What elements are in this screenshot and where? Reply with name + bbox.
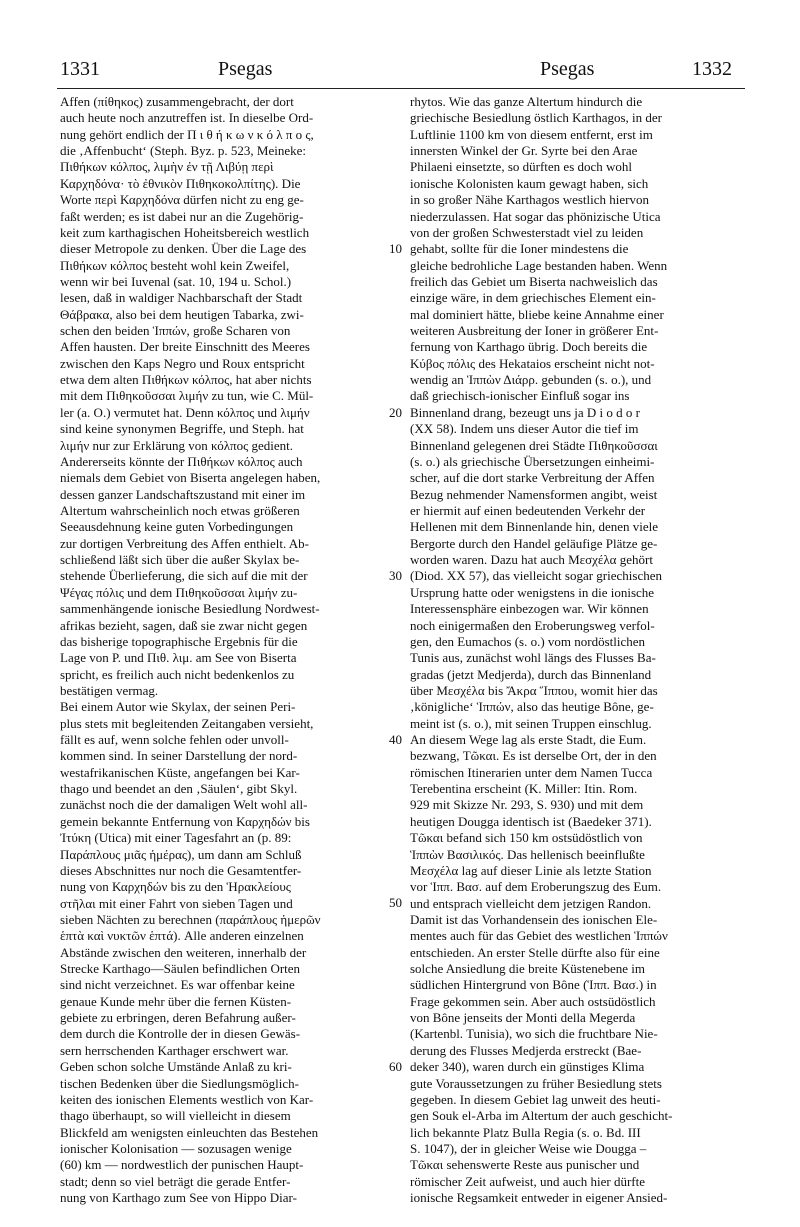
page-number-left: 1331 bbox=[60, 58, 100, 80]
text-line: und entsprach vielleicht dem jetzigen Randon. bbox=[410, 895, 652, 911]
text-line: heutigen Dougga identisch ist (Baedeker 371). bbox=[410, 813, 652, 829]
text-line: Κύβος πόλις des Hekataios erscheint nicht not- bbox=[410, 355, 655, 371]
text-line: wenn wir bei Iuvenal (sat. 10, 194 u. Schol.) bbox=[60, 273, 292, 289]
text-line: von der großen Schwesterstadt viel zu leiden bbox=[410, 224, 644, 240]
text-line: sind keine synonymen Begriffe, und Steph. hat bbox=[60, 421, 304, 437]
text-line: thago und beendet an den ‚Säulen‘, gibt Skyl. bbox=[60, 781, 298, 797]
text-line: Strecke Karthago—Säulen befindlichen Orten bbox=[60, 961, 301, 977]
text-line: Bergorte durch den Handel geläufige Plätze ge- bbox=[410, 535, 658, 551]
line-number: 30 bbox=[389, 568, 402, 583]
text-line: ἑπτὰ καὶ νυκτῶν ἑπτά). Alle anderen einzelnen bbox=[60, 928, 304, 944]
text-line: (s. o.) als griechische Übersetzungen einheimi- bbox=[410, 453, 655, 469]
text-line: wendig an Ἱππὼν Διάρρ. gebunden (s. o.), und bbox=[410, 372, 652, 388]
text-line: Abstände zwischen den weiteren, innerhalb der bbox=[60, 944, 307, 960]
text-line: südlichen Hintergrund von Bône (Ἱππ. Βασ.) in bbox=[410, 977, 657, 993]
page-number-right: 1332 bbox=[692, 58, 732, 80]
line-number: 60 bbox=[389, 1059, 402, 1074]
text-line: gegeben. In diesem Gebiet lag unweit des heuti- bbox=[410, 1091, 661, 1107]
text-line: nung von Karthago zum See von Hippo Diar- bbox=[60, 1190, 297, 1206]
text-line: scher, auf die dort starke Verbreitung der Affen bbox=[410, 470, 655, 486]
text-line: στῆλαι mit einer Fahrt von sieben Tagen und bbox=[60, 895, 293, 911]
text-line: sammenhängende ionische Besiedlung Nordwest- bbox=[60, 601, 320, 617]
text-line: Καρχηδόνα· τὸ ἐθνικὸν Πιθηκοκολπίτης). Die bbox=[60, 175, 301, 191]
text-line: Ursprung hatte oder wenigstens in die ionische bbox=[410, 584, 655, 600]
text-line: lich bekannte Platz Bulla Regia (s. o. Bd. III bbox=[410, 1124, 641, 1140]
text-line: Bei einem Autor wie Skylax, der seinen Peri- bbox=[60, 699, 296, 715]
header-rule bbox=[57, 88, 745, 89]
text-line: zunächst noch die der damaligen Welt wohl all- bbox=[60, 797, 308, 813]
text-line: weiteren Ausbreitung der Ioner in größerer Ent- bbox=[410, 323, 659, 339]
text-line: Παράπλους μιᾶς ἡμέρας), um dann am Schluß bbox=[60, 846, 302, 862]
text-line: Luftlinie 1100 km von diesem entfernt, erst im bbox=[410, 126, 653, 142]
text-line: Τῶκαι befand sich 150 km ostsüdöstlich von bbox=[410, 830, 643, 846]
text-line: etwa dem alten Πιθήκων κόλπος, hat aber nichts bbox=[60, 372, 312, 388]
text-line: genaue Kunde mehr über die fernen Küsten- bbox=[60, 993, 292, 1009]
text-line: stehende Überlieferung, die sich auf die mit der bbox=[60, 568, 308, 584]
text-line: dem durch die Kontrolle der in diesen Gewäs- bbox=[60, 1026, 301, 1042]
text-line: griechische Besiedlung östlich Karthagos, in der bbox=[410, 110, 662, 126]
text-line: fällt es auf, wenn solche fehlen oder unvoll- bbox=[60, 732, 289, 748]
text-line: römischen Itinerarien unter dem Namen Tucca bbox=[410, 764, 653, 780]
text-line: Affen (πίθηκος) zusammengebracht, der dort bbox=[60, 94, 294, 109]
text-line: afrikas bezieht, sagen, daß sie zwar nicht gegen bbox=[60, 617, 308, 633]
text-line: Seeausdehnung keine guten Vorbedingungen bbox=[60, 519, 294, 535]
text-line: sieben Nächten zu berechnen (παράπλους ἡμερῶν bbox=[60, 911, 321, 927]
text-line: Frage gekommen sein. Aber auch ostsüdöstlich bbox=[410, 993, 656, 1009]
running-title-right: Psegas bbox=[540, 58, 595, 80]
text-line: keit zum karthagischen Hoheitsbereich westlich bbox=[60, 224, 310, 240]
left-column bbox=[60, 94, 392, 1206]
text-line: er hiermit auf einen bedeutenden Verkehr der bbox=[410, 502, 646, 518]
text-line: mit dem Πιθηκοῦσσαι λιμήν zu tun, wie C. Mül- bbox=[60, 388, 314, 404]
text-line: zur dortigen Verbreitung des Affen enthielt. Ab- bbox=[60, 535, 309, 551]
text-line: freilich das Gebiet um Biserta nachweislich das bbox=[410, 273, 658, 289]
text-line: Philaeni einsetzte, so dürften es doch wohl bbox=[410, 159, 633, 175]
text-line: fernung von Karthago übrig. Doch bereits die bbox=[410, 339, 648, 355]
text-line: nung gehört endlich der Π ι θ ή κ ω ν κ ό λ π ο ς, bbox=[60, 126, 314, 142]
text-line: rhytos. Wie das ganze Altertum hindurch die bbox=[410, 94, 643, 109]
text-line: Affen hausten. Der breite Einschnitt des Meeres bbox=[60, 339, 310, 355]
text-line: Lage von P. und Πιθ. λιμ. am See von Biserta bbox=[60, 650, 297, 666]
text-line: Ἱππὼν Βασιλικός. Das hellenisch beeinflußte bbox=[410, 846, 645, 862]
text-line: 929 mit Skizze Nr. 293, S. 930) und mit dem bbox=[410, 797, 644, 813]
text-line: Bezug nehmender Namensformen angibt, weist bbox=[410, 486, 658, 502]
text-line: römischer Zeit aufweist, und auch hier dürfte bbox=[410, 1173, 645, 1189]
text-line: thago überhaupt, so will vielleicht in diesem bbox=[60, 1108, 291, 1124]
text-line: vor Ἱππ. Βασ. auf dem Eroberungszug des Eum. bbox=[410, 879, 662, 895]
text-line: Damit ist das Vorhandensein des ionischen Ele- bbox=[410, 911, 658, 927]
text-line: An diesem Wege lag als erste Stadt, die Eum. bbox=[410, 732, 647, 748]
text-line: niederzulassen. Hat sogar das phönizische Utica bbox=[410, 208, 661, 224]
text-line: Binnenland drang, bezeugt uns ja D i o d o r bbox=[410, 404, 640, 420]
text-line: schen den beiden Ἱππών, große Scharen von bbox=[60, 323, 291, 339]
text-line: Binnenland gelegenen drei Städte Πιθηκοῦσσαι bbox=[410, 437, 658, 453]
text-line: sern herrschenden Karthager erschwert war. bbox=[60, 1042, 289, 1058]
text-line: plus stets mit begleitenden Zeitangaben versieht, bbox=[60, 715, 314, 731]
text-line: Πιθήκων κόλπος besteht wohl kein Zweifel, bbox=[60, 257, 290, 273]
line-number: 20 bbox=[389, 405, 402, 420]
text-line: dieser Metropole zu denken. Über die Lage des bbox=[60, 241, 307, 257]
text-line: faßt werden; es ist dabei nur an die Zugehörig- bbox=[60, 208, 304, 224]
text-line: schließend läßt sich über die außer Skylax be- bbox=[60, 552, 300, 568]
text-line: deker 340), waren durch ein günstiges Klima bbox=[410, 1059, 645, 1075]
line-number: 10 bbox=[389, 241, 402, 256]
text-line: Μεσχέλα lag auf dieser Linie als letzte Station bbox=[410, 862, 652, 878]
text-line: kommen sind. In seiner Darstellung der nord- bbox=[60, 748, 298, 764]
text-line: in so großer Nähe Karthagos westlich hiervon bbox=[410, 192, 649, 208]
text-line: bestätigen vermag. bbox=[60, 682, 159, 698]
text-line: (XX 58). Indem uns dieser Autor die tief im bbox=[410, 421, 639, 437]
text-line: noch einigermaßen den Eroberungsweg verfol- bbox=[410, 617, 655, 633]
text-line: gemein bekannte Entfernung von Καρχηδών bis bbox=[60, 813, 310, 829]
text-line: gehabt, sollte für die Ioner mindestens die bbox=[410, 241, 629, 257]
text-line: derung des Flusses Medjerda erstreckt (Bae- bbox=[410, 1042, 642, 1058]
text-line: gen Souk el-Arba im Altertum der auch geschicht- bbox=[410, 1108, 673, 1124]
text-line: meint ist (s. o.), mit seinen Truppen einschlug. bbox=[410, 715, 652, 731]
text-line: niemals dem Gebiet von Biserta angelegen haben, bbox=[60, 470, 321, 486]
text-line: mentes auch für das Gebiet des westlichen Ἱππών bbox=[410, 928, 668, 944]
text-line: bezwang, Τῶκαι. Es ist derselbe Ort, der in den bbox=[410, 748, 657, 764]
text-line: dessen ganzer Landschaftszustand mit einer im bbox=[60, 486, 306, 502]
line-number: 40 bbox=[389, 732, 402, 747]
text-line: Blickfeld am wenigsten einleuchten das Bestehen bbox=[60, 1124, 319, 1140]
text-line: Tunis aus, zunächst wohl längs des Flusses Ba- bbox=[410, 650, 656, 666]
text-line: Θάβρακα, also bei dem heutigen Tabarka, zwi- bbox=[60, 306, 304, 322]
text-line: S. 1047), der in gleicher Weise wie Dougga – bbox=[410, 1141, 647, 1156]
right-column bbox=[410, 94, 742, 1206]
text-line: Terebentina erscheint (K. Miller: Itin. Rom. bbox=[410, 781, 638, 797]
line-number: 50 bbox=[389, 895, 402, 910]
text-line: Τῶκαι sehenswerte Reste aus punischer und bbox=[410, 1157, 640, 1173]
text-line: keiten des ionischen Elements westlich von Kar- bbox=[60, 1091, 314, 1107]
text-line: westafrikanischen Küste, angefangen bei Kar- bbox=[60, 764, 300, 780]
text-line: ionischer Kolonisation — sozusagen wenige bbox=[60, 1141, 292, 1156]
text-line: das bisherige topographische Ergebnis für die bbox=[60, 633, 298, 649]
text-line: tischen Bedenken über die Siedlungsmöglich- bbox=[60, 1075, 300, 1091]
text-line: (Kartenbl. Tunisia), wo sich die fruchtbare Nie- bbox=[410, 1026, 658, 1042]
text-line: Worte περὶ Καρχηδόνα dürfen nicht zu eng ge- bbox=[60, 192, 304, 208]
text-line: Andererseits könnte der Πιθήκων κόλπος auch bbox=[60, 453, 303, 469]
text-line: gradas (jetzt Medjerda), durch das Binnenland bbox=[410, 666, 652, 682]
text-line: Altertum wahrscheinlich noch etwas größeren bbox=[60, 502, 300, 518]
text-line: Ψέγας πόλις und dem Πιθηκοῦσσαι λιμήν zu- bbox=[60, 584, 298, 600]
text-line: gleiche bedrohliche Lage bestanden haben. Wenn bbox=[410, 257, 668, 273]
text-line: Geben schon solche Umstände Anlaß zu kri- bbox=[60, 1059, 292, 1075]
text-line: Hellenen mit dem Binnenlande hin, denen viele bbox=[410, 519, 659, 535]
text-line: gebiete zu erbringen, deren Befahrung außer- bbox=[60, 1010, 296, 1026]
text-line: Πιθήκων κόλπος, λιμὴν ἐν τῇ Λιβύῃ περὶ bbox=[60, 159, 274, 175]
text-line: innersten Winkel der Gr. Syrte bei den Arae bbox=[410, 143, 638, 159]
text-line: über Μεσχέλα bis Ἄκρα Ἵππου, womit hier das bbox=[410, 682, 658, 698]
text-line: zwischen den Kaps Negro und Roux entspricht bbox=[60, 355, 305, 371]
text-line: worden waren. Dazu hat auch Μεσχέλα gehört bbox=[410, 552, 653, 568]
text-line: sind nicht verzeichnet. Es war offenbar keine bbox=[60, 977, 295, 993]
text-line: lesen, daß in waldiger Nachbarschaft der Stadt bbox=[60, 290, 303, 306]
text-line: die ‚Affenbucht‘ (Steph. Byz. p. 523, Meineke: bbox=[60, 143, 306, 159]
text-line: (60) km — nordwestlich der punischen Haupt- bbox=[60, 1157, 304, 1173]
text-line: ‚königliche‘ Ἱππών, also das heutige Bône, ge- bbox=[410, 699, 654, 715]
text-line: nung von Καρχηδών bis zu den Ἡρακλείους bbox=[60, 879, 291, 895]
text-line: (Diod. XX 57), das vielleicht sogar griechischen bbox=[410, 568, 662, 584]
text-line: ler (a. O.) vermutet hat. Denn κόλπος und λιμήν bbox=[60, 404, 310, 420]
text-line: λιμήν nur zur Erklärung von κόλπος gedient. bbox=[60, 437, 293, 453]
text-line: Ἰτύκη (Utica) mit einer Tagesfahrt an (p. 89: bbox=[60, 830, 292, 846]
text-line: gen, den Eumachos (s. o.) vom nordöstlichen bbox=[410, 633, 646, 649]
text-line: dieses Abschnittes nur noch die Gesamtentfer- bbox=[60, 862, 302, 878]
text-line: entschieden. An erster Stelle dürfte also für eine bbox=[410, 944, 660, 960]
text-line: spricht, es freilich auch nicht bedenkenlos zu bbox=[60, 666, 295, 682]
text-line: einzige wäre, in dem griechisches Element ein- bbox=[410, 290, 656, 306]
text-line: stadt; denn so viel beträgt die gerade Entfer- bbox=[60, 1173, 291, 1189]
text-line: Interessensphäre einbezogen war. Wir können bbox=[410, 601, 649, 617]
text-line: auch heute noch anzutreffen ist. In dieselbe Ord- bbox=[60, 110, 314, 126]
running-title-left: Psegas bbox=[218, 58, 273, 80]
text-line: mal dominiert hätte, bliebe keine Annahme einer bbox=[410, 306, 664, 322]
text-line: gute Voraussetzungen zu früher Besiedlung stets bbox=[410, 1075, 662, 1091]
text-line: solche Ansiedlung die breite Küstenebene im bbox=[410, 961, 646, 977]
text-line: von Bône jenseits der Monti della Megerda bbox=[410, 1010, 636, 1026]
text-line: daß griechisch-ionischer Einfluß sogar ins bbox=[410, 388, 630, 404]
text-line: ionische Regsamkeit entweder in eigener Ansied- bbox=[410, 1190, 668, 1206]
text-line: ionische Kolonisten kaum gewagt haben, sich bbox=[410, 175, 649, 191]
